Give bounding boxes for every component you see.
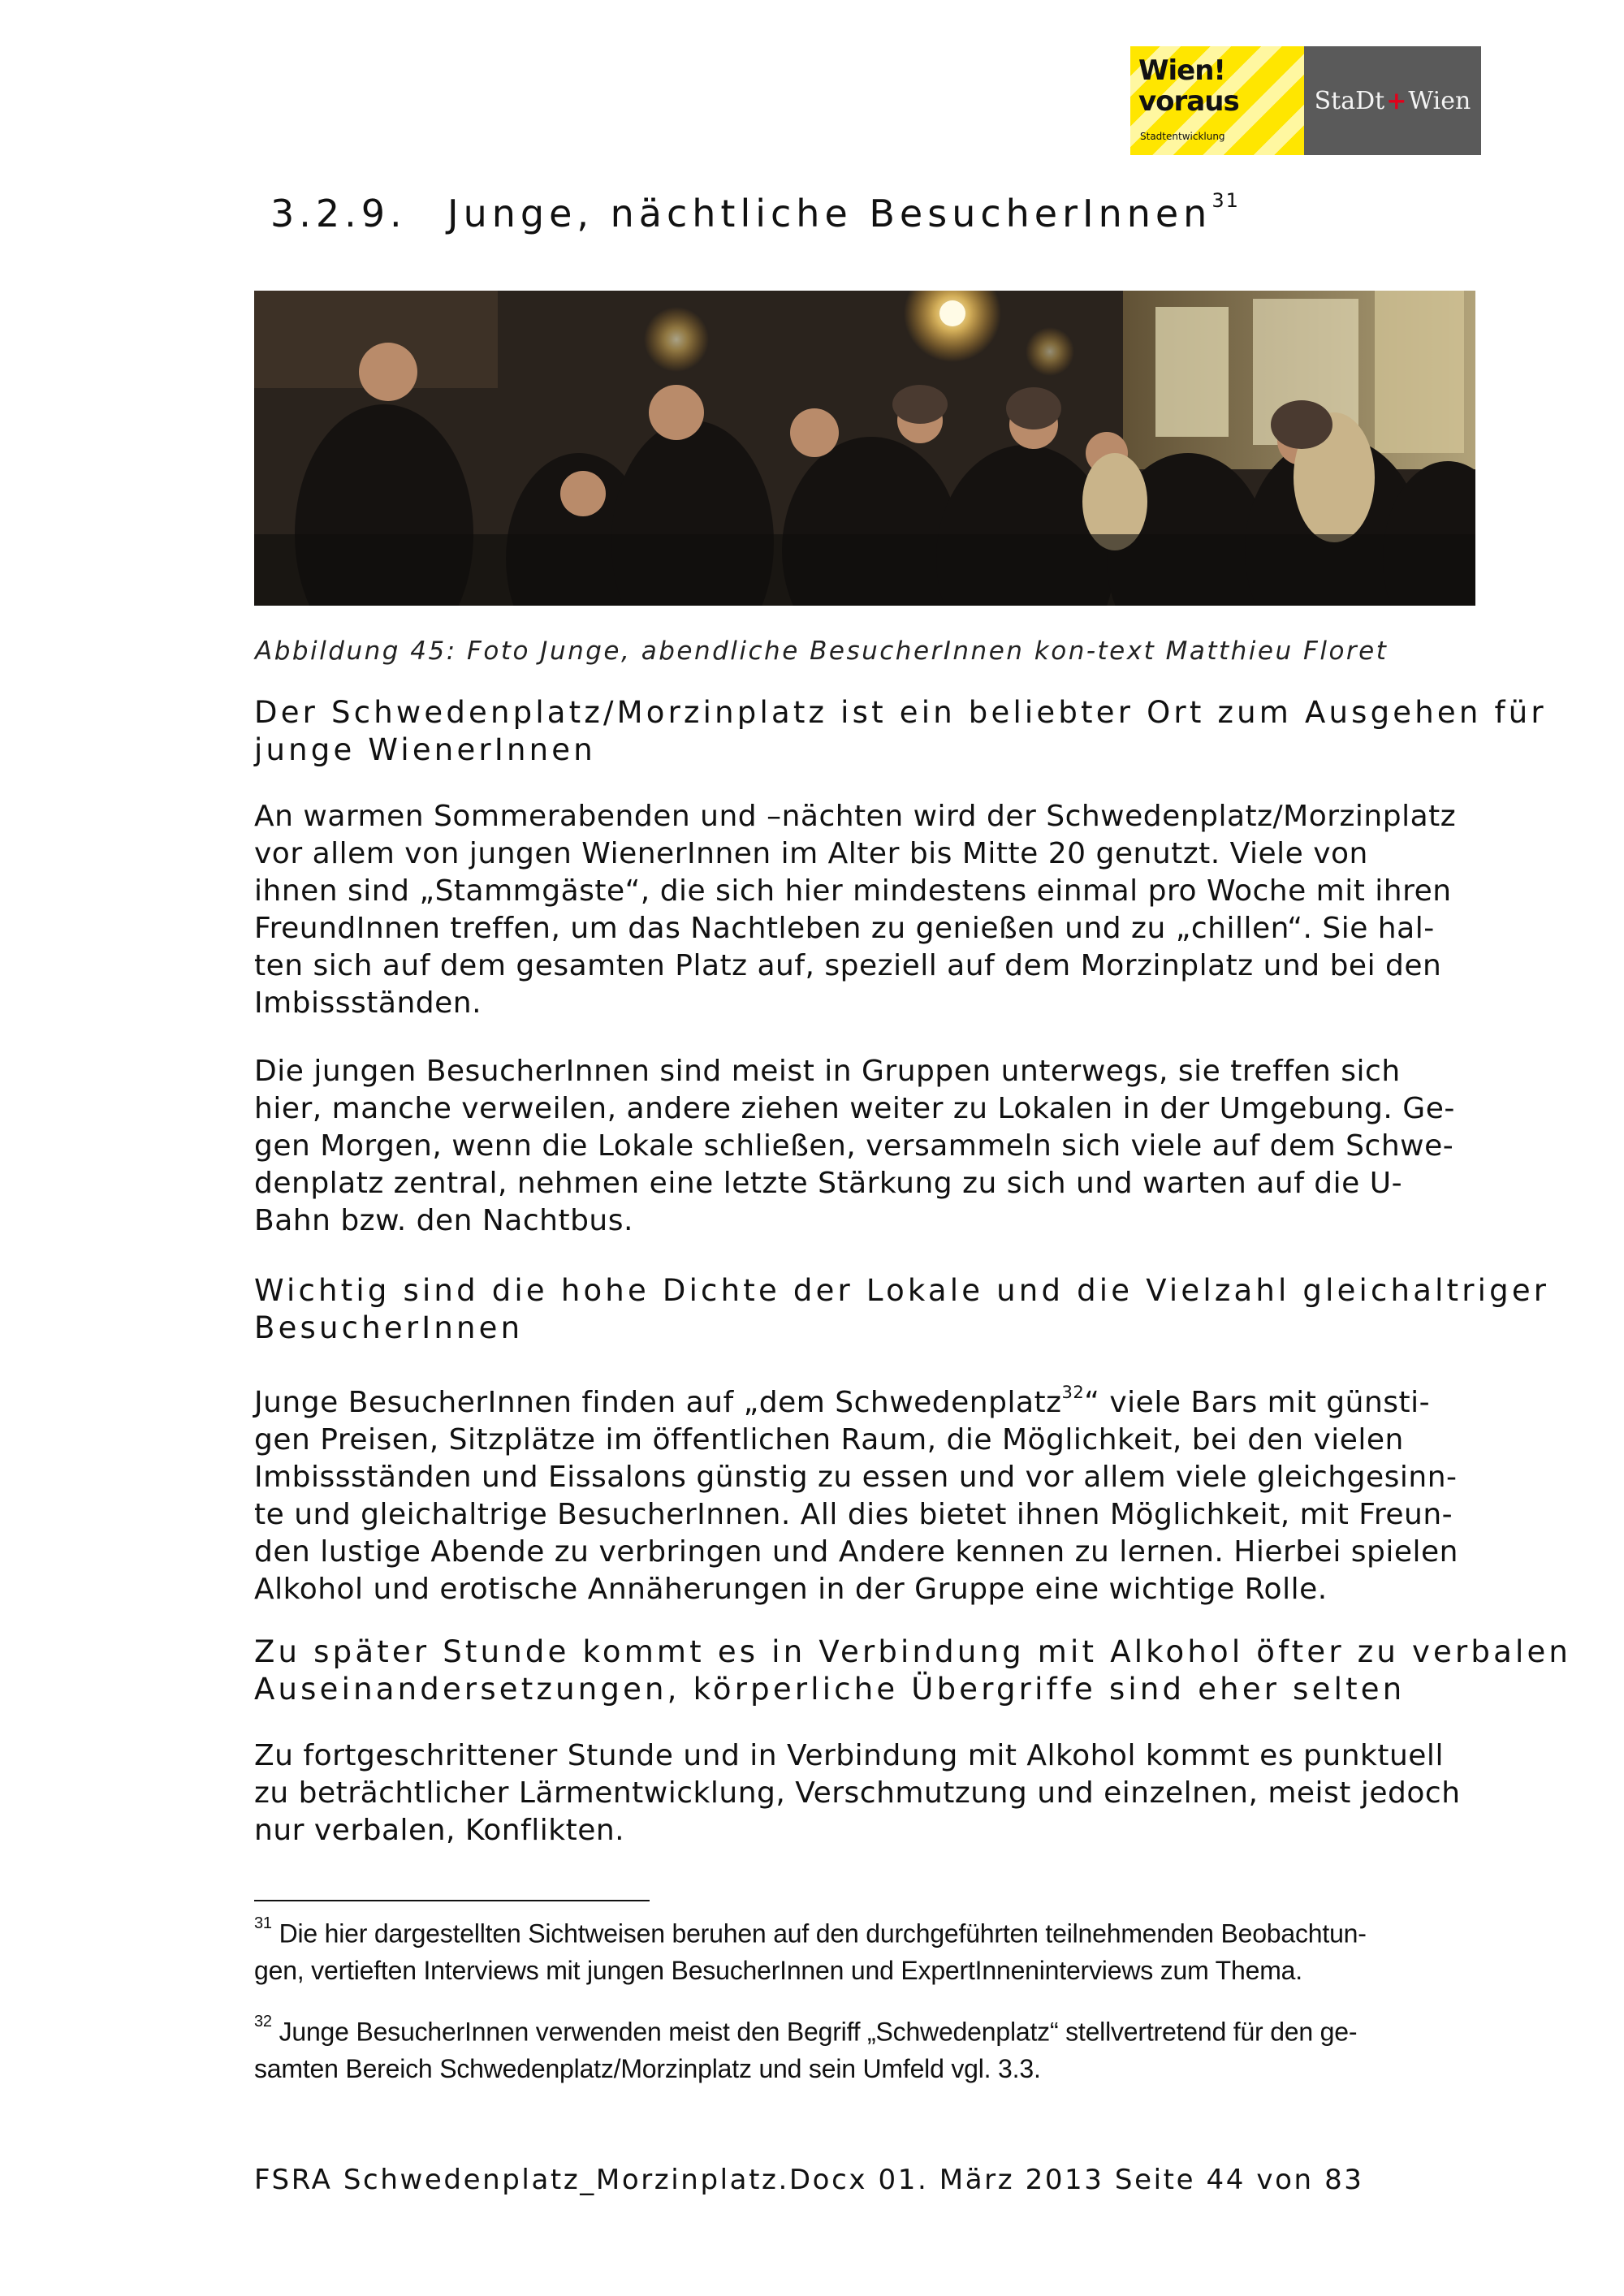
subheading-line: Wichtig sind die hohe Dichte der Lokale und die Vielzahl gleichaltriger: [254, 1273, 1550, 1308]
footnote-number: 32: [254, 2013, 272, 2031]
paragraph-3: [254, 1377, 1458, 1608]
section-heading: [270, 188, 1240, 235]
subheading-3: [254, 1634, 1571, 1708]
section-title: Junge, nächtliche BesucherInnen: [447, 192, 1212, 235]
footnote-text: Die hier dargestellten Sichtweisen beruhen auf den durchgeführten teilnehmenden Beobachtun-: [279, 1918, 1367, 1949]
logo-stadtentwicklung-text: Stadtentwicklung: [1140, 131, 1225, 142]
logo-wien-text: Wien!: [1138, 54, 1225, 87]
paragraph-line: Zu fortgeschrittener Stunde und in Verbindung mit Alkohol kommt es punktuell: [254, 1739, 1444, 1772]
subheading-line: junge WienerInnen: [254, 732, 596, 767]
paragraph-line: Bahn bzw. den Nachtbus.: [254, 1204, 633, 1237]
subheading-line: Zu später Stunde kommt es in Verbindung mit Alkohol öfter zu verbalen: [254, 1634, 1572, 1669]
paragraph-line: zu beträchtlicher Lärmentwicklung, Verschmutzung und einzelnen, meist jedoch: [254, 1776, 1461, 1810]
paragraph-line: denplatz zentral, nehmen eine letzte Stärkung zu sich und warten auf die U-: [254, 1167, 1403, 1200]
paragraph-1: [254, 798, 1456, 1022]
paragraph-line: Die jungen BesucherInnen sind meist in Gruppen unterwegs, sie treffen sich: [254, 1055, 1401, 1088]
paragraph-line: vor allem von jungen WienerInnen im Alter bis Mitte 20 genutzt. Viele von: [254, 837, 1368, 870]
footnote-text: Junge BesucherInnen verwenden meist den Begriff „Schwedenplatz“ stellvertretend für den ge-: [279, 2017, 1358, 2047]
logo-voraus-text: voraus: [1138, 85, 1239, 118]
footnote-ref-31[interactable]: 31: [1212, 188, 1240, 212]
subheading-line: BesucherInnen: [254, 1310, 524, 1345]
paragraph-line: Imbissständen.: [254, 986, 482, 1020]
paragraph-line: ihnen sind „Stammgäste“, die sich hier mindestens einmal pro Woche mit ihren: [254, 874, 1452, 908]
subheading-line: Der Schwedenplatz/Morzinplatz ist ein beliebter Ort zum Ausgehen für: [254, 695, 1547, 730]
footnote-31: [254, 1910, 1367, 1989]
night-crowd-photo: [254, 291, 1475, 606]
footnote-line: [254, 1910, 1367, 1953]
paragraph-line: FreundInnen treffen, um das Nachtleben zu genießen und zu „chillen“. Sie hal-: [254, 912, 1435, 945]
footnote-32: [254, 2009, 1357, 2087]
subheading-2: [254, 1272, 1549, 1347]
paragraph-line: Imbissständen und Eissalons günstig zu essen und vor allem viele gleichgesinn-: [254, 1461, 1458, 1494]
footnote-line: samten Bereich Schwedenplatz/Morzinplatz und sein Umfeld vgl. 3.3.: [254, 2053, 1041, 2083]
figure-caption: Abbildung 45: Foto Junge, abendliche BesucherInnen kon-text Matthieu Floret: [255, 637, 1389, 666]
paragraph-line: nur verbalen, Konflikten.: [254, 1814, 625, 1847]
paragraph-line: hier, manche verweilen, andere ziehen weiter zu Lokalen in der Umgebung. Ge-: [254, 1092, 1455, 1125]
logo-stadt-text: StaDt: [1314, 86, 1385, 115]
logo-cross-icon: +: [1386, 86, 1407, 115]
paragraph-line: [254, 1377, 1458, 1422]
stadt-wien-logo: [1304, 46, 1481, 155]
subheading-line: Auseinandersetzungen, körperliche Übergriffe sind eher selten: [254, 1672, 1406, 1707]
photo-illustration: [254, 291, 1475, 606]
wien-voraus-logo: [1130, 46, 1304, 155]
paragraph-4: [254, 1737, 1461, 1849]
paragraph-text: “ viele Bars mit günsti-: [1084, 1386, 1431, 1419]
subheading-1: [254, 694, 1547, 769]
logo-wien-city-text: Wien: [1408, 86, 1471, 115]
page-footer: FSRA Schwedenplatz_Morzinplatz.Docx 01. März 2013 Seite 44 von 83: [254, 2164, 1364, 2196]
footnote-number: 31: [254, 1914, 272, 1932]
paragraph-line: te und gleichaltrige BesucherInnen. All dies bietet ihnen Möglichkeit, mit Freun-: [254, 1498, 1453, 1531]
paragraph-line: gen Preisen, Sitzplätze im öffentlichen Raum, die Möglichkeit, bei den vielen: [254, 1423, 1404, 1457]
paragraph-line: Alkohol und erotische Annäherungen in der Gruppe eine wichtige Rolle.: [254, 1573, 1328, 1606]
paragraph-line: An warmen Sommerabenden und –nächten wird der Schwedenplatz/Morzinplatz: [254, 800, 1457, 833]
footnote-ref-32[interactable]: 32: [1061, 1383, 1085, 1402]
paragraph-text: Junge BesucherInnen finden auf „dem Schwedenplatz: [254, 1386, 1062, 1419]
section-number: 3.2.9.: [270, 192, 407, 235]
paragraph-line: ten sich auf dem gesamten Platz auf, speziell auf dem Morzinplatz und bei den: [254, 949, 1442, 982]
paragraph-2: [254, 1053, 1455, 1240]
paragraph-line: gen Morgen, wenn die Lokale schließen, versammeln sich viele auf dem Schwe-: [254, 1129, 1454, 1163]
footnote-divider: [254, 1900, 650, 1901]
footnote-line: [254, 2009, 1357, 2051]
footnote-line: gen, vertieften Interviews mit jungen BesucherInnen und ExpertInneninterviews zum Thema.: [254, 1955, 1302, 1985]
paragraph-line: den lustige Abende zu verbringen und Andere kennen zu lernen. Hierbei spielen: [254, 1535, 1458, 1569]
